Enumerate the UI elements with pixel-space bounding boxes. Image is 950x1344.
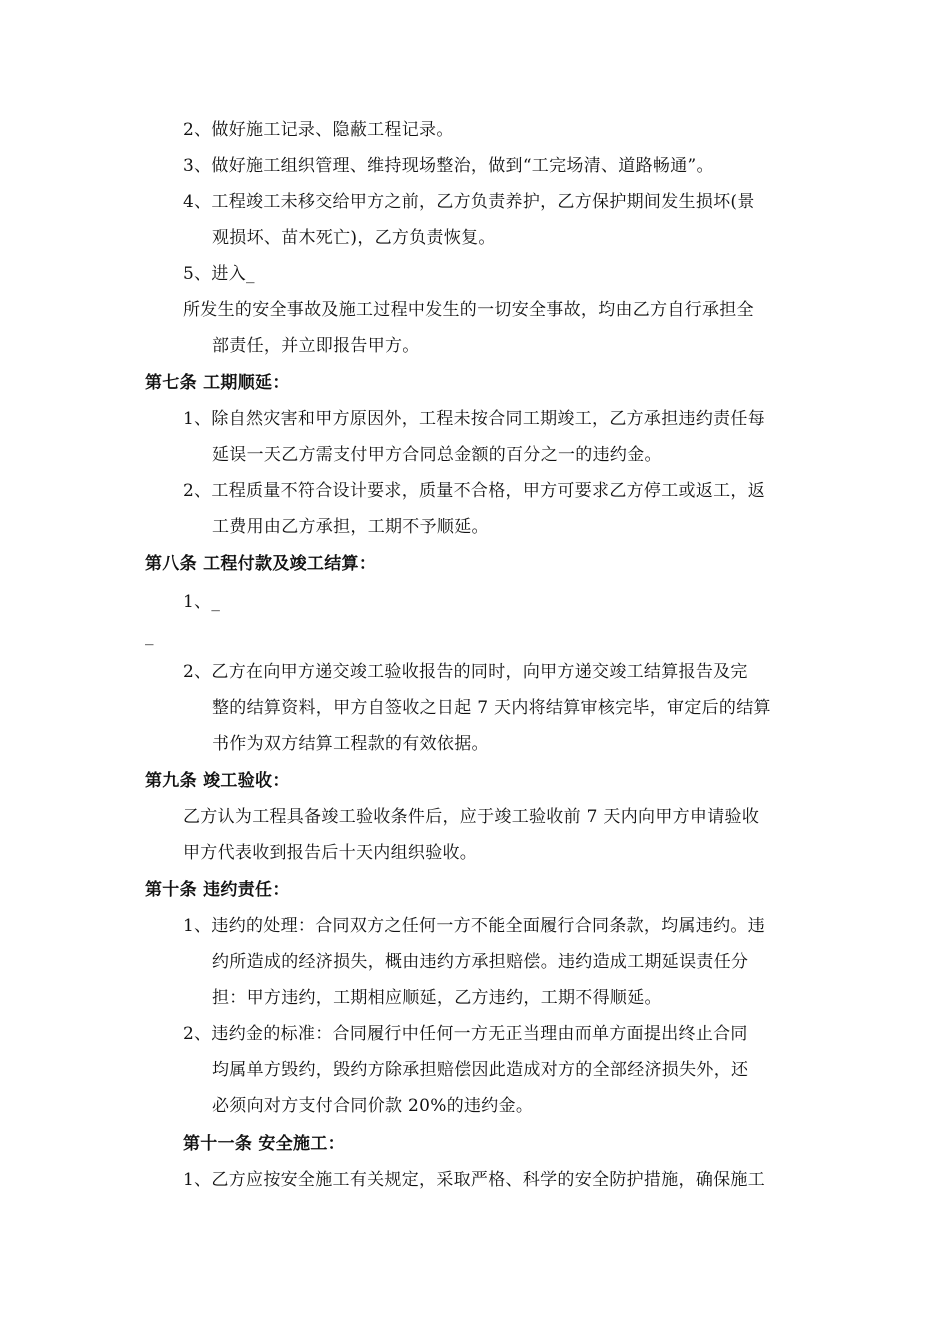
- paragraph-6-line-1: 所发生的安全事故及施工过程中发生的一切安全事故，均由乙方自行承担全: [183, 300, 754, 320]
- blank-line: _: [145, 626, 154, 646]
- article-9-heading: 第九条 竣工验收：: [145, 771, 290, 791]
- item-6-3: 3、做好施工组织管理、维持现场整治，做到“工完场清、道路畅通”。: [183, 156, 714, 176]
- item-8-2-line-2: 整的结算资料，甲方自签收之日起 7 天内将结算审核完毕，审定后的结算: [212, 698, 771, 718]
- paragraph-6-line-2: 部责任，并立即报告甲方。: [212, 336, 420, 356]
- article-11-heading: 第十一条 安全施工：: [183, 1134, 345, 1154]
- item-6-5: 5、进入_: [183, 264, 255, 284]
- item-8-2-line-3: 书作为双方结算工程款的有效依据。: [212, 734, 489, 754]
- item-7-1-line-1: 1、除自然灾害和甲方原因外，工程未按合同工期竣工，乙方承担违约责任每: [183, 409, 766, 429]
- article-10-heading: 第十条 违约责任：: [145, 880, 290, 900]
- item-6-2: 2、做好施工记录、隐蔽工程记录。: [183, 120, 454, 140]
- paragraph-9-line-2: 甲方代表收到报告后十天内组织验收。: [183, 843, 478, 863]
- item-7-2-line-1: 2、工程质量不符合设计要求，质量不合格，甲方可要求乙方停工或返工，返: [183, 481, 766, 501]
- item-7-2-line-2: 工费用由乙方承担，工期不予顺延。: [212, 517, 489, 537]
- paragraph-9-line-1: 乙方认为工程具备竣工验收条件后，应于竣工验收前 7 天内向甲方申请验收: [183, 807, 760, 827]
- item-10-2-line-2: 均属单方毁约，毁约方除承担赔偿因此造成对方的全部经济损失外，还: [212, 1060, 749, 1080]
- item-8-1: 1、_: [183, 592, 221, 612]
- item-11-1-line-1: 1、乙方应按安全施工有关规定，采取严格、科学的安全防护措施，确保施工: [183, 1170, 766, 1190]
- item-10-2-line-1: 2、违约金的标准：合同履行中任何一方无正当理由而单方面提出终止合同: [183, 1024, 748, 1044]
- item-8-2-line-1: 2、乙方在向甲方递交竣工验收报告的同时，向甲方递交竣工结算报告及完: [183, 662, 748, 682]
- item-6-4-line-1: 4、工程竣工未移交给甲方之前，乙方负责养护，乙方保护期间发生损坏(景: [183, 192, 755, 212]
- item-10-1-line-1: 1、违约的处理：合同双方之任何一方不能全面履行合同条款，均属违约。违: [183, 916, 766, 936]
- item-10-2-line-3: 必须向对方支付合同价款 20%的违约金。: [212, 1096, 534, 1116]
- item-6-4-line-2: 观损坏、苗木死亡)，乙方负责恢复。: [212, 228, 496, 248]
- article-7-heading: 第七条 工期顺延：: [145, 373, 290, 393]
- item-10-1-line-2: 约所造成的经济损失，概由违约方承担赔偿。违约造成工期延误责任分: [212, 952, 749, 972]
- item-10-1-line-3: 担：甲方违约，工期相应顺延，乙方违约，工期不得顺延。: [212, 988, 662, 1008]
- article-8-heading: 第八条 工程付款及竣工结算：: [145, 554, 377, 574]
- item-7-1-line-2: 延误一天乙方需支付甲方合同总金额的百分之一的违约金。: [212, 445, 662, 465]
